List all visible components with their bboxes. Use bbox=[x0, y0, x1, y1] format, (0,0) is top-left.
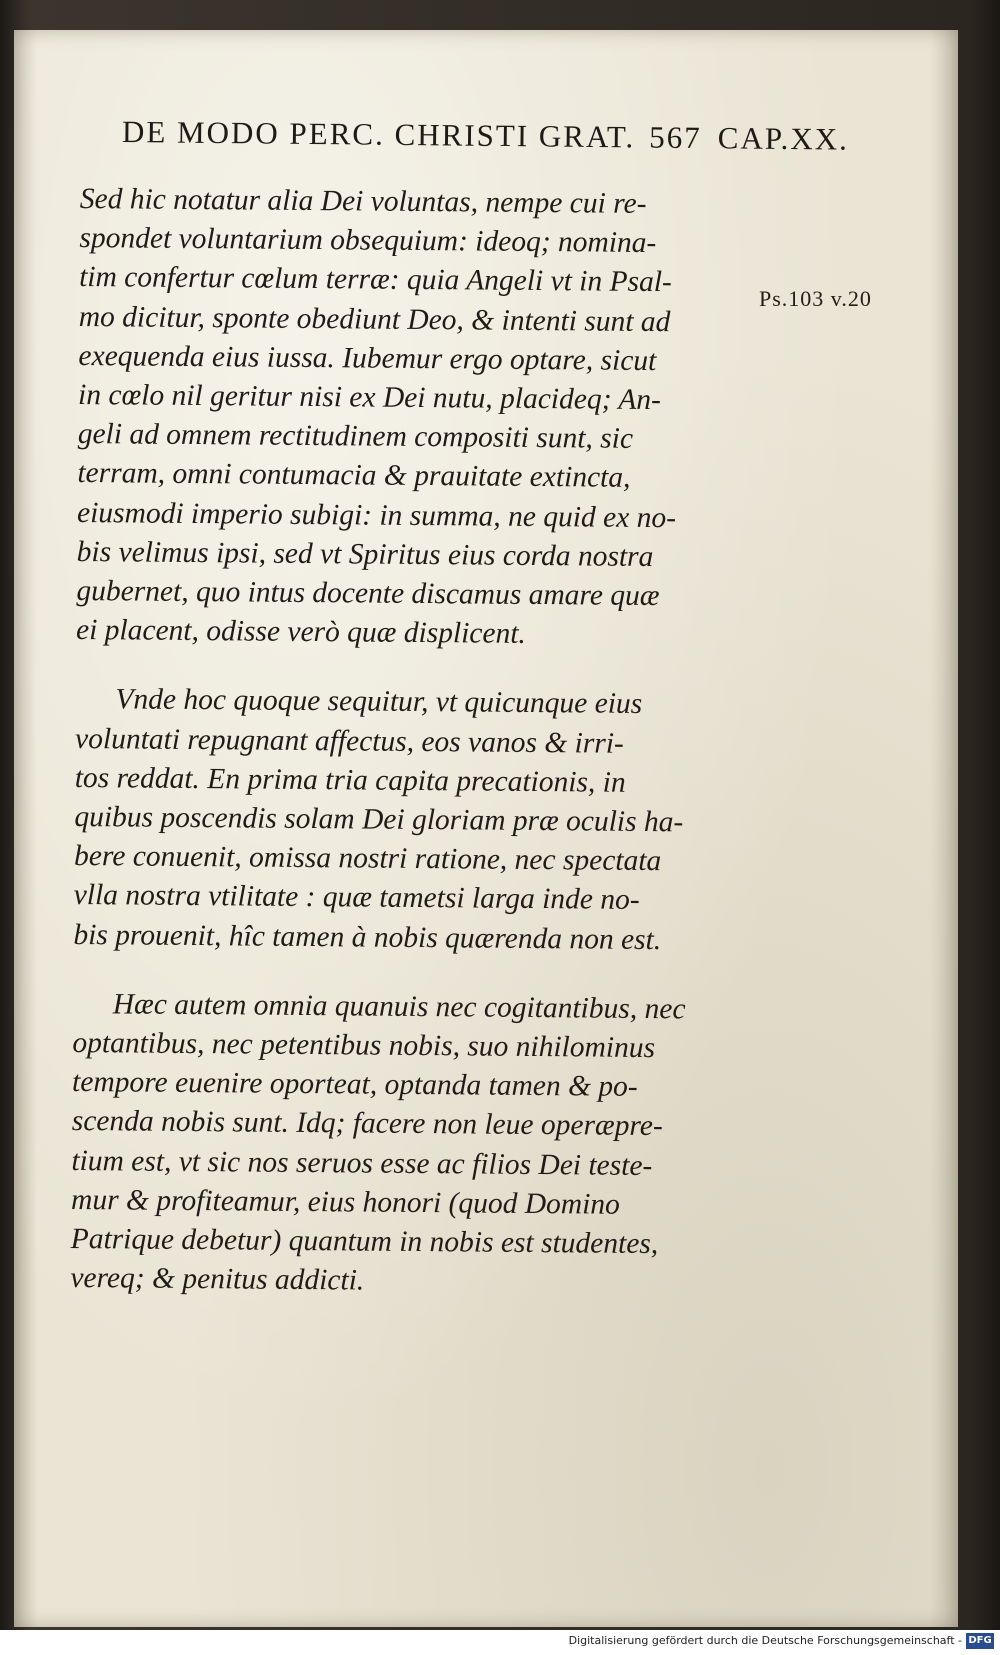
book-page bbox=[14, 30, 958, 1627]
text-line: geli ad omnem rectitudinem compositi sunt, sic bbox=[77, 418, 634, 456]
text-line: tempore euenire oporteat, optanda tamen & po- bbox=[71, 1066, 638, 1104]
text-line: voluntati repugnant affectus, eos vanos & irri- bbox=[74, 722, 624, 760]
text-line: quibus poscendis solam Dei gloriam præ oculis ha- bbox=[74, 801, 684, 839]
paragraph-1 bbox=[76, 180, 740, 656]
text-line: Sed hic notatur alia Dei voluntas, nempe cui re- bbox=[79, 182, 647, 220]
text-line: terram, omni contumacia & prauitate extincta, bbox=[77, 457, 631, 495]
text-line: spondet voluntarium obsequium: ideoq; nomina- bbox=[79, 222, 657, 260]
text-line: exequenda eius iussa. Iubemur ergo optare, sicut bbox=[78, 339, 657, 377]
text-line: optantibus, nec petentibus nobis, suo nihilominus bbox=[72, 1027, 656, 1065]
text-line: mo dicitur, sponte obediunt Deo, & intenti sunt ad bbox=[78, 300, 671, 338]
text-line: vereq; & penitus addicti. bbox=[70, 1262, 365, 1297]
marginal-note: Ps.103 v.20 bbox=[759, 286, 872, 311]
chapter-label: CAP.XX. bbox=[717, 120, 850, 157]
text-line: vlla nostra vtilitate : quæ tametsi larga inde no- bbox=[73, 879, 640, 917]
text-line: tos reddat. En prima tria capita precationis, in bbox=[74, 761, 626, 799]
text-line: tim confertur cœlum terræ: quia Angeli vt in Psal- bbox=[79, 261, 672, 299]
text-line: tium est, vt sic nos seruos esse ac filios Dei teste- bbox=[71, 1144, 653, 1182]
funding-credit: Digitalisierung gefördert durch die Deutsche Forschungsgemeinschaft - bbox=[568, 1634, 962, 1647]
page-number: 567 bbox=[649, 119, 702, 156]
text-line: gubernet, quo intus docente discamus amare quæ bbox=[76, 575, 660, 613]
running-head-title: DE MODO PERC. CHRISTI GRAT. bbox=[121, 114, 636, 155]
text-line: bis prouenit, hîc tamen à nobis quærenda non est. bbox=[73, 918, 662, 956]
text-line: in cœlo nil geritur nisi ex Dei nutu, placideq; An- bbox=[77, 379, 662, 417]
text-line: Vnde hoc quoque sequitur, vt quicunque eius bbox=[115, 683, 643, 721]
text-line: scenda nobis sunt. Idq; facere non leue operæpre- bbox=[71, 1105, 663, 1143]
text-line: mur & profiteamur, eius honori (quod Domino bbox=[70, 1183, 620, 1221]
text-line: eiusmodi imperio subigi: in summa, ne quid ex no- bbox=[76, 496, 677, 534]
dfg-logo-icon: DFG bbox=[966, 1633, 994, 1649]
text-line: Hæc autem omnia quanuis nec cogitantibus, nec bbox=[112, 988, 686, 1026]
body-text bbox=[70, 180, 740, 1334]
running-head bbox=[122, 114, 922, 158]
text-line: bis velimus ipsi, sed vt Spiritus eius corda nostra bbox=[76, 535, 654, 573]
digitization-footer bbox=[0, 1630, 1000, 1655]
paragraph-2 bbox=[73, 680, 735, 960]
text-line: bere conuenit, omissa nostri ratione, nec spectata bbox=[73, 840, 662, 878]
text-line: Patrique debetur) quantum in nobis est studentes, bbox=[70, 1223, 659, 1261]
paragraph-3 bbox=[70, 985, 733, 1304]
text-line: ei placent, odisse verò quæ displicent. bbox=[75, 614, 526, 651]
